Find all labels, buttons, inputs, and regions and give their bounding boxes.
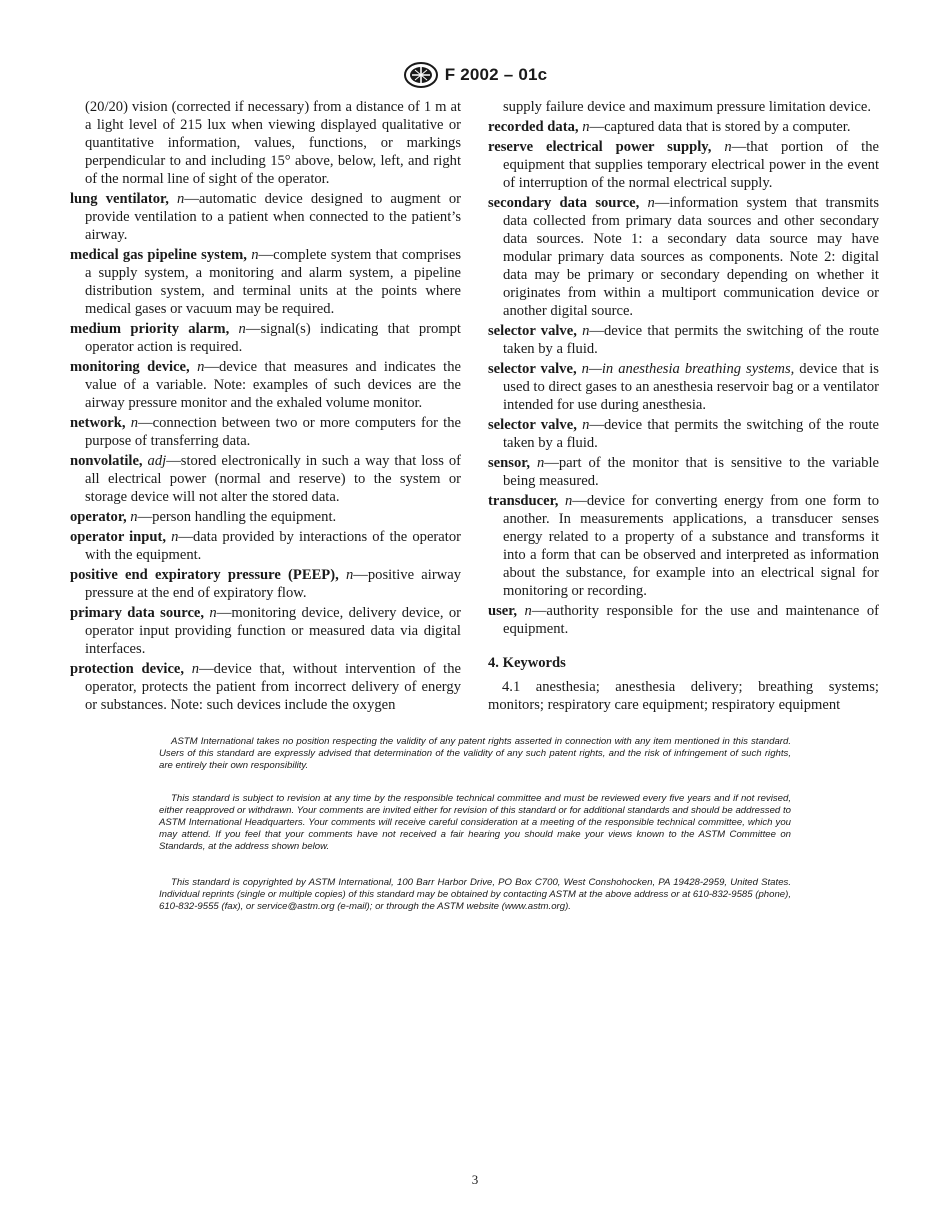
definition-recorded-data: recorded data, n—captured data that is stored by a computer. xyxy=(488,119,851,135)
definition-primary-data-source: primary data source, n—monitoring device, delivery device, or operator input providing function or measured data via digital interfaces. xyxy=(70,605,461,657)
page-header xyxy=(0,60,950,90)
definition-operator: operator, n—person handling the equipment. xyxy=(70,509,337,525)
definition-lung-ventilator: lung ventilator, n—automatic device designed to augment or provide ventilation to a patient when connected to the patient’s airway. xyxy=(70,191,461,243)
right-column xyxy=(488,98,879,714)
keywords-heading: 4. Keywords xyxy=(488,655,566,671)
keywords-text: 4.1 anesthesia; anesthesia delivery; breathing systems; monitors; respiratory care equipment; respiratory equipment xyxy=(488,679,879,713)
page-number: 3 xyxy=(471,1172,479,1187)
definition-monitoring-device: monitoring device, n—device that measures and indicates the value of a variable. Note: examples of such devices are the airway pressure monitor and the exhaled volume monitor. xyxy=(70,359,461,411)
left-column xyxy=(70,98,461,716)
definition-peep: positive end expiratory pressure (PEEP), n—positive airway pressure at the end of expiratory flow. xyxy=(70,567,461,601)
definition-protection-device: protection device, n—device that, without intervention of the operator, protects the patient from incorrect delivery of energy or substances. Note: such devices include the oxygen xyxy=(70,661,462,713)
definition-transducer: transducer, n—device for converting energy from one form to another. In measurements applications, a transducer senses energy related to a property of a substance and transforms it into a form that can be observed and interpreted as information about the substance, for example into an electrical signal for monitoring or recording. xyxy=(488,493,879,599)
definition-sensor: sensor, n—part of the monitor that is sensitive to the variable being measured. xyxy=(488,455,879,489)
patent-notice: ASTM International takes no position respecting the validity of any patent rights asserted in connection with any item mentioned in this standard. Users of this standard are expressly advised that determination of the validity of any such patent rights, and the risk of infringement of such rights, are entirely their own responsibility. xyxy=(159,736,791,771)
definition-network: network, n—connection between two or more computers for the purpose of transferring data. xyxy=(70,415,461,449)
definition-operator-input: operator input, n—data provided by interactions of the operator with the equipment. xyxy=(70,529,461,563)
definition-user: user, n—authority responsible for the use and maintenance of equipment. xyxy=(488,603,879,637)
definition-continuation: (20/20) vision (corrected if necessary) from a distance of 1 m at a light level of 215 lux when viewing displayed qualitative or quantitative information, values, functions, or markings perpendicular to and including 15° above, below, left, and right of the normal line of sight of the operator. xyxy=(85,99,461,187)
definition-secondary-data-source: secondary data source, n—information system that transmits data collected from primary data sources and other secondary data sources. Note 1: a secondary data source may have modular primary data sources as components. Note 2: digital data may be primary or secondary depending on whether it originates from within a multiport communication device or another digital source. xyxy=(488,195,879,319)
definition-selector-valve: selector valve, n—device that permits the switching of the route taken by a fluid. xyxy=(488,417,879,451)
definition-medium-priority-alarm: medium priority alarm, n—signal(s) indicating that prompt operator action is required. xyxy=(70,321,461,355)
definition-nonvolatile: nonvolatile, adj—stored electronically in such a way that loss of all electrical power (normal and reserve) to the system or storage device will not alter the stored data. xyxy=(70,453,462,505)
definition-medical-gas-pipeline-system: medical gas pipeline system, n—complete system that comprises a supply system, a monitoring and alarm system, a pipeline distribution system, and terminal units at the points where medical gases or vacuum may be required. xyxy=(70,247,461,317)
definition-continuation: supply failure device and maximum pressure limitation device. xyxy=(503,99,871,115)
astm-logo-icon xyxy=(403,61,439,89)
definition-reserve-electrical-power-supply: reserve electrical power supply, n—that portion of the equipment that supplies temporary electrical power in the event of interruption of the normal electrical supply. xyxy=(488,139,879,191)
revision-notice: This standard is subject to revision at any time by the responsible technical committee and must be reviewed every five years and if not revised, either reapproved or withdrawn. Your comments are invited either for revision of this standard or for additional standards and should be addressed to ASTM International Headquarters. Your comments will receive careful consideration at a meeting of the responsible technical committee, which you may attend. If you feel that your comments have not received a fair hearing you should make your views known to the ASTM Committee on Standards, at the address shown below. xyxy=(159,793,791,852)
definition-selector-valve-anesthesia: selector valve, n—in anesthesia breathing systems, device that is used to direct gases to an anesthesia reservoir bag or a ventilator intended for use during anesthesia. xyxy=(488,361,879,413)
document-id: F 2002 – 01c xyxy=(444,65,548,84)
definition-selector-valve: selector valve, n—device that permits the switching of the route taken by a fluid. xyxy=(488,323,879,357)
copyright-notice: This standard is copyrighted by ASTM International, 100 Barr Harbor Drive, PO Box C700, West Conshohocken, PA 19428-2959, United States. Individual reprints (single or multiple copies) of this standard may be obtained by contacting ASTM at the above address or at 610-832-9585 (phone), 610-832-9555 (fax), or service@astm.org (e-mail); or through the ASTM website (www.astm.org). xyxy=(159,877,791,912)
